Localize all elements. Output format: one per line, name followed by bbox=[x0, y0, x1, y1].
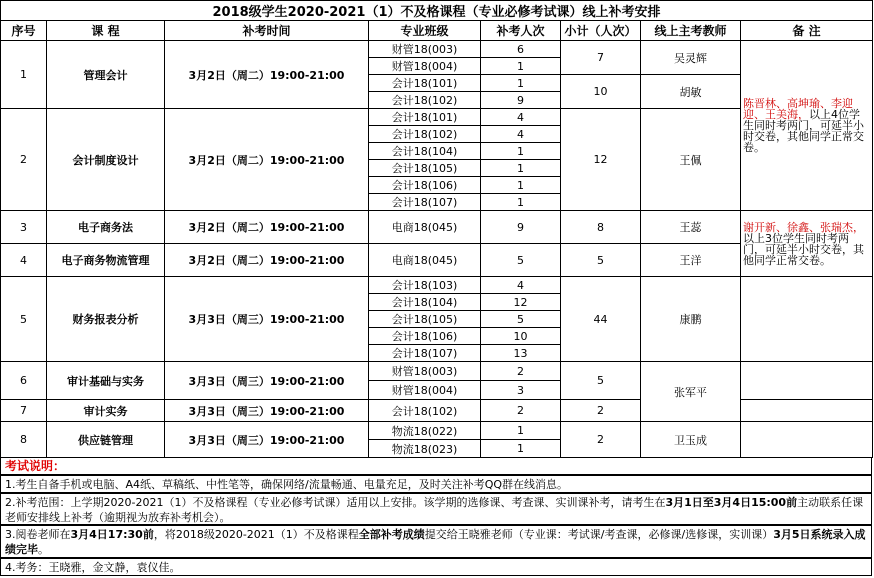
exam-count: 4 bbox=[481, 109, 561, 126]
table-row bbox=[1, 277, 873, 294]
exam-count: 1 bbox=[481, 422, 561, 440]
class-name: 会计18(102) bbox=[369, 92, 481, 109]
exam-count: 5 bbox=[481, 244, 561, 277]
exam-note-1: 1.考生自备手机或电脑、A4纸、草稿纸、中性笔等，确保网络/流量畅通、电量充足，及时关注补考QQ群在线消息。 bbox=[0, 475, 872, 493]
row-number: 3 bbox=[1, 211, 47, 244]
class-name: 电商18(045) bbox=[369, 244, 481, 277]
exam-count: 1 bbox=[481, 177, 561, 194]
exam-note-2-text-c: 主动联系任课老师安排线上补考（逾期视为放弃补考机会）。 bbox=[5, 496, 864, 524]
exam-note-2 bbox=[0, 493, 872, 525]
class-name: 物流18(022) bbox=[369, 422, 481, 440]
header-class: 专业班级 bbox=[369, 21, 481, 41]
exam-time: 3月3日（周三）19:00-21:00 bbox=[165, 362, 369, 400]
class-name: 会计18(106) bbox=[369, 177, 481, 194]
subtotal: 5 bbox=[561, 244, 641, 277]
class-name: 会计18(103) bbox=[369, 277, 481, 294]
exam-count: 4 bbox=[481, 277, 561, 294]
exam-count: 1 bbox=[481, 194, 561, 211]
note-students: 谢开新、徐鑫、张瑞杰， bbox=[743, 220, 864, 234]
subtotal: 5 bbox=[561, 362, 641, 400]
header-subtotal: 小计（人次） bbox=[561, 21, 641, 41]
course-name: 财务报表分析 bbox=[47, 277, 165, 362]
exam-time: 3月2日（周二）19:00-21:00 bbox=[165, 244, 369, 277]
exam-count: 4 bbox=[481, 126, 561, 143]
subtotal: 2 bbox=[561, 400, 641, 422]
subtotal: 2 bbox=[561, 422, 641, 458]
table-row bbox=[1, 211, 873, 244]
table-row bbox=[1, 422, 873, 440]
exam-time: 3月3日（周三）19:00-21:00 bbox=[165, 400, 369, 422]
exam-note-3-text-a: 3.阅卷老师在 bbox=[5, 528, 71, 541]
exam-count: 2 bbox=[481, 362, 561, 381]
class-name: 财管18(004) bbox=[369, 58, 481, 75]
teacher: 康鹏 bbox=[641, 277, 741, 362]
course-name: 会计制度设计 bbox=[47, 109, 165, 211]
teacher: 王佩 bbox=[641, 109, 741, 211]
header-count: 补考人次 bbox=[481, 21, 561, 41]
subtotal: 12 bbox=[561, 109, 641, 211]
exam-count: 13 bbox=[481, 345, 561, 362]
exam-count: 5 bbox=[481, 311, 561, 328]
note-empty bbox=[741, 362, 873, 400]
exam-count: 2 bbox=[481, 400, 561, 422]
row-number: 5 bbox=[1, 277, 47, 362]
exam-count: 1 bbox=[481, 143, 561, 160]
header-row bbox=[1, 21, 873, 41]
exam-time: 3月3日（周三）19:00-21:00 bbox=[165, 422, 369, 458]
course-name: 电子商务法 bbox=[47, 211, 165, 244]
subtotal: 8 bbox=[561, 211, 641, 244]
exam-time: 3月2日（周二）19:00-21:00 bbox=[165, 211, 369, 244]
header-teacher: 线上主考教师 bbox=[641, 21, 741, 41]
note-cell bbox=[741, 41, 873, 211]
exam-note-3-finish: 3月5日系统录入成绩完毕 bbox=[5, 528, 866, 556]
exam-count: 9 bbox=[481, 92, 561, 109]
note-cell bbox=[741, 211, 873, 277]
class-name: 会计18(105) bbox=[369, 311, 481, 328]
exam-note-3-text-g: 。 bbox=[38, 543, 49, 556]
course-name: 审计基础与实务 bbox=[47, 362, 165, 400]
class-name: 电商18(045) bbox=[369, 211, 481, 244]
exam-note-3 bbox=[0, 525, 872, 558]
exam-note-4: 4.考务：王晓雅，金文静，袁仪佳。 bbox=[0, 558, 872, 576]
course-name: 审计实务 bbox=[47, 400, 165, 422]
note-text: 以上4位学生同时考两门，可延半小时交卷，其他同学正常交卷。 bbox=[743, 108, 864, 154]
class-name: 会计18(107) bbox=[369, 194, 481, 211]
row-number: 4 bbox=[1, 244, 47, 277]
exam-notes-title: 考试说明： bbox=[0, 457, 872, 475]
exam-count: 10 bbox=[481, 328, 561, 345]
class-name: 财管18(003) bbox=[369, 41, 481, 58]
exam-count: 1 bbox=[481, 440, 561, 458]
exam-count: 9 bbox=[481, 211, 561, 244]
class-name: 财管18(003) bbox=[369, 362, 481, 381]
exam-note-3-scores: 全部补考成绩 bbox=[358, 528, 425, 541]
exam-note-3-text-e: 提交给王晓雅老师（专业课：考试课/考查课，必修课/选修课，实训课） bbox=[424, 528, 774, 541]
subtotal: 44 bbox=[561, 277, 641, 362]
subtotal: 7 bbox=[561, 41, 641, 75]
course-name: 管理会计 bbox=[47, 41, 165, 109]
row-number: 6 bbox=[1, 362, 47, 400]
exam-time: 3月2日（周二）19:00-21:00 bbox=[165, 109, 369, 211]
header-no: 序号 bbox=[1, 21, 47, 41]
header-time: 补考时间 bbox=[165, 21, 369, 41]
teacher: 王洋 bbox=[641, 244, 741, 277]
course-name: 供应链管理 bbox=[47, 422, 165, 458]
row-number: 8 bbox=[1, 422, 47, 458]
exam-count: 12 bbox=[481, 294, 561, 311]
exam-count: 6 bbox=[481, 41, 561, 58]
teacher: 张军平 bbox=[641, 362, 741, 422]
teacher: 吴灵辉 bbox=[641, 41, 741, 75]
subtotal: 10 bbox=[561, 75, 641, 109]
teacher: 王蕊 bbox=[641, 211, 741, 244]
exam-count: 1 bbox=[481, 160, 561, 177]
class-name: 会计18(101) bbox=[369, 75, 481, 92]
exam-note-2-deadline: 3月1日至3月4日15:00前 bbox=[665, 496, 798, 509]
note-students: 陈晋林、高坤瑜、李迎迎、王美海， bbox=[743, 97, 853, 121]
exam-note-3-deadline: 3月4日17:30前 bbox=[70, 528, 154, 541]
header-course: 课 程 bbox=[47, 21, 165, 41]
row-number: 1 bbox=[1, 41, 47, 109]
teacher: 卫玉成 bbox=[641, 422, 741, 458]
title-row bbox=[1, 1, 873, 21]
exam-time: 3月2日（周二）19:00-21:00 bbox=[165, 41, 369, 109]
teacher: 胡敏 bbox=[641, 75, 741, 109]
class-name: 会计18(101) bbox=[369, 109, 481, 126]
note-text: 以上3位学生同时考两门，可延半小时交卷，其他同学正常交卷。 bbox=[743, 231, 864, 267]
sheet-title: 2018级学生2020-2021（1）不及格课程（专业必修考试课）线上补考安排 bbox=[1, 1, 873, 21]
class-name: 会计18(104) bbox=[369, 294, 481, 311]
class-name: 会计18(105) bbox=[369, 160, 481, 177]
note-empty bbox=[741, 400, 873, 422]
class-name: 物流18(023) bbox=[369, 440, 481, 458]
note-empty bbox=[741, 422, 873, 458]
exam-count: 1 bbox=[481, 58, 561, 75]
table-row bbox=[1, 362, 873, 381]
note-empty bbox=[741, 277, 873, 362]
header-note: 备 注 bbox=[741, 21, 873, 41]
course-name: 电子商务物流管理 bbox=[47, 244, 165, 277]
exam-time: 3月3日（周三）19:00-21:00 bbox=[165, 277, 369, 362]
class-name: 会计18(102) bbox=[369, 126, 481, 143]
exam-count: 1 bbox=[481, 75, 561, 92]
table-row bbox=[1, 400, 873, 422]
table-row bbox=[1, 41, 873, 58]
exam-count: 3 bbox=[481, 381, 561, 400]
class-name: 会计18(106) bbox=[369, 328, 481, 345]
class-name: 会计18(107) bbox=[369, 345, 481, 362]
exam-note-2-text-a: 2.补考范围：上学期2020-2021（1）不及格课程（专业必修考试课）适用以上安排。该学期的选修课、考查课、实训课补考，请考生在 bbox=[5, 496, 666, 509]
class-name: 财管18(004) bbox=[369, 381, 481, 400]
row-number: 7 bbox=[1, 400, 47, 422]
class-name: 会计18(102) bbox=[369, 400, 481, 422]
row-number: 2 bbox=[1, 109, 47, 211]
class-name: 会计18(104) bbox=[369, 143, 481, 160]
exam-note-3-text-c: ，将2018级2020-2021（1）不及格课程 bbox=[153, 528, 359, 541]
